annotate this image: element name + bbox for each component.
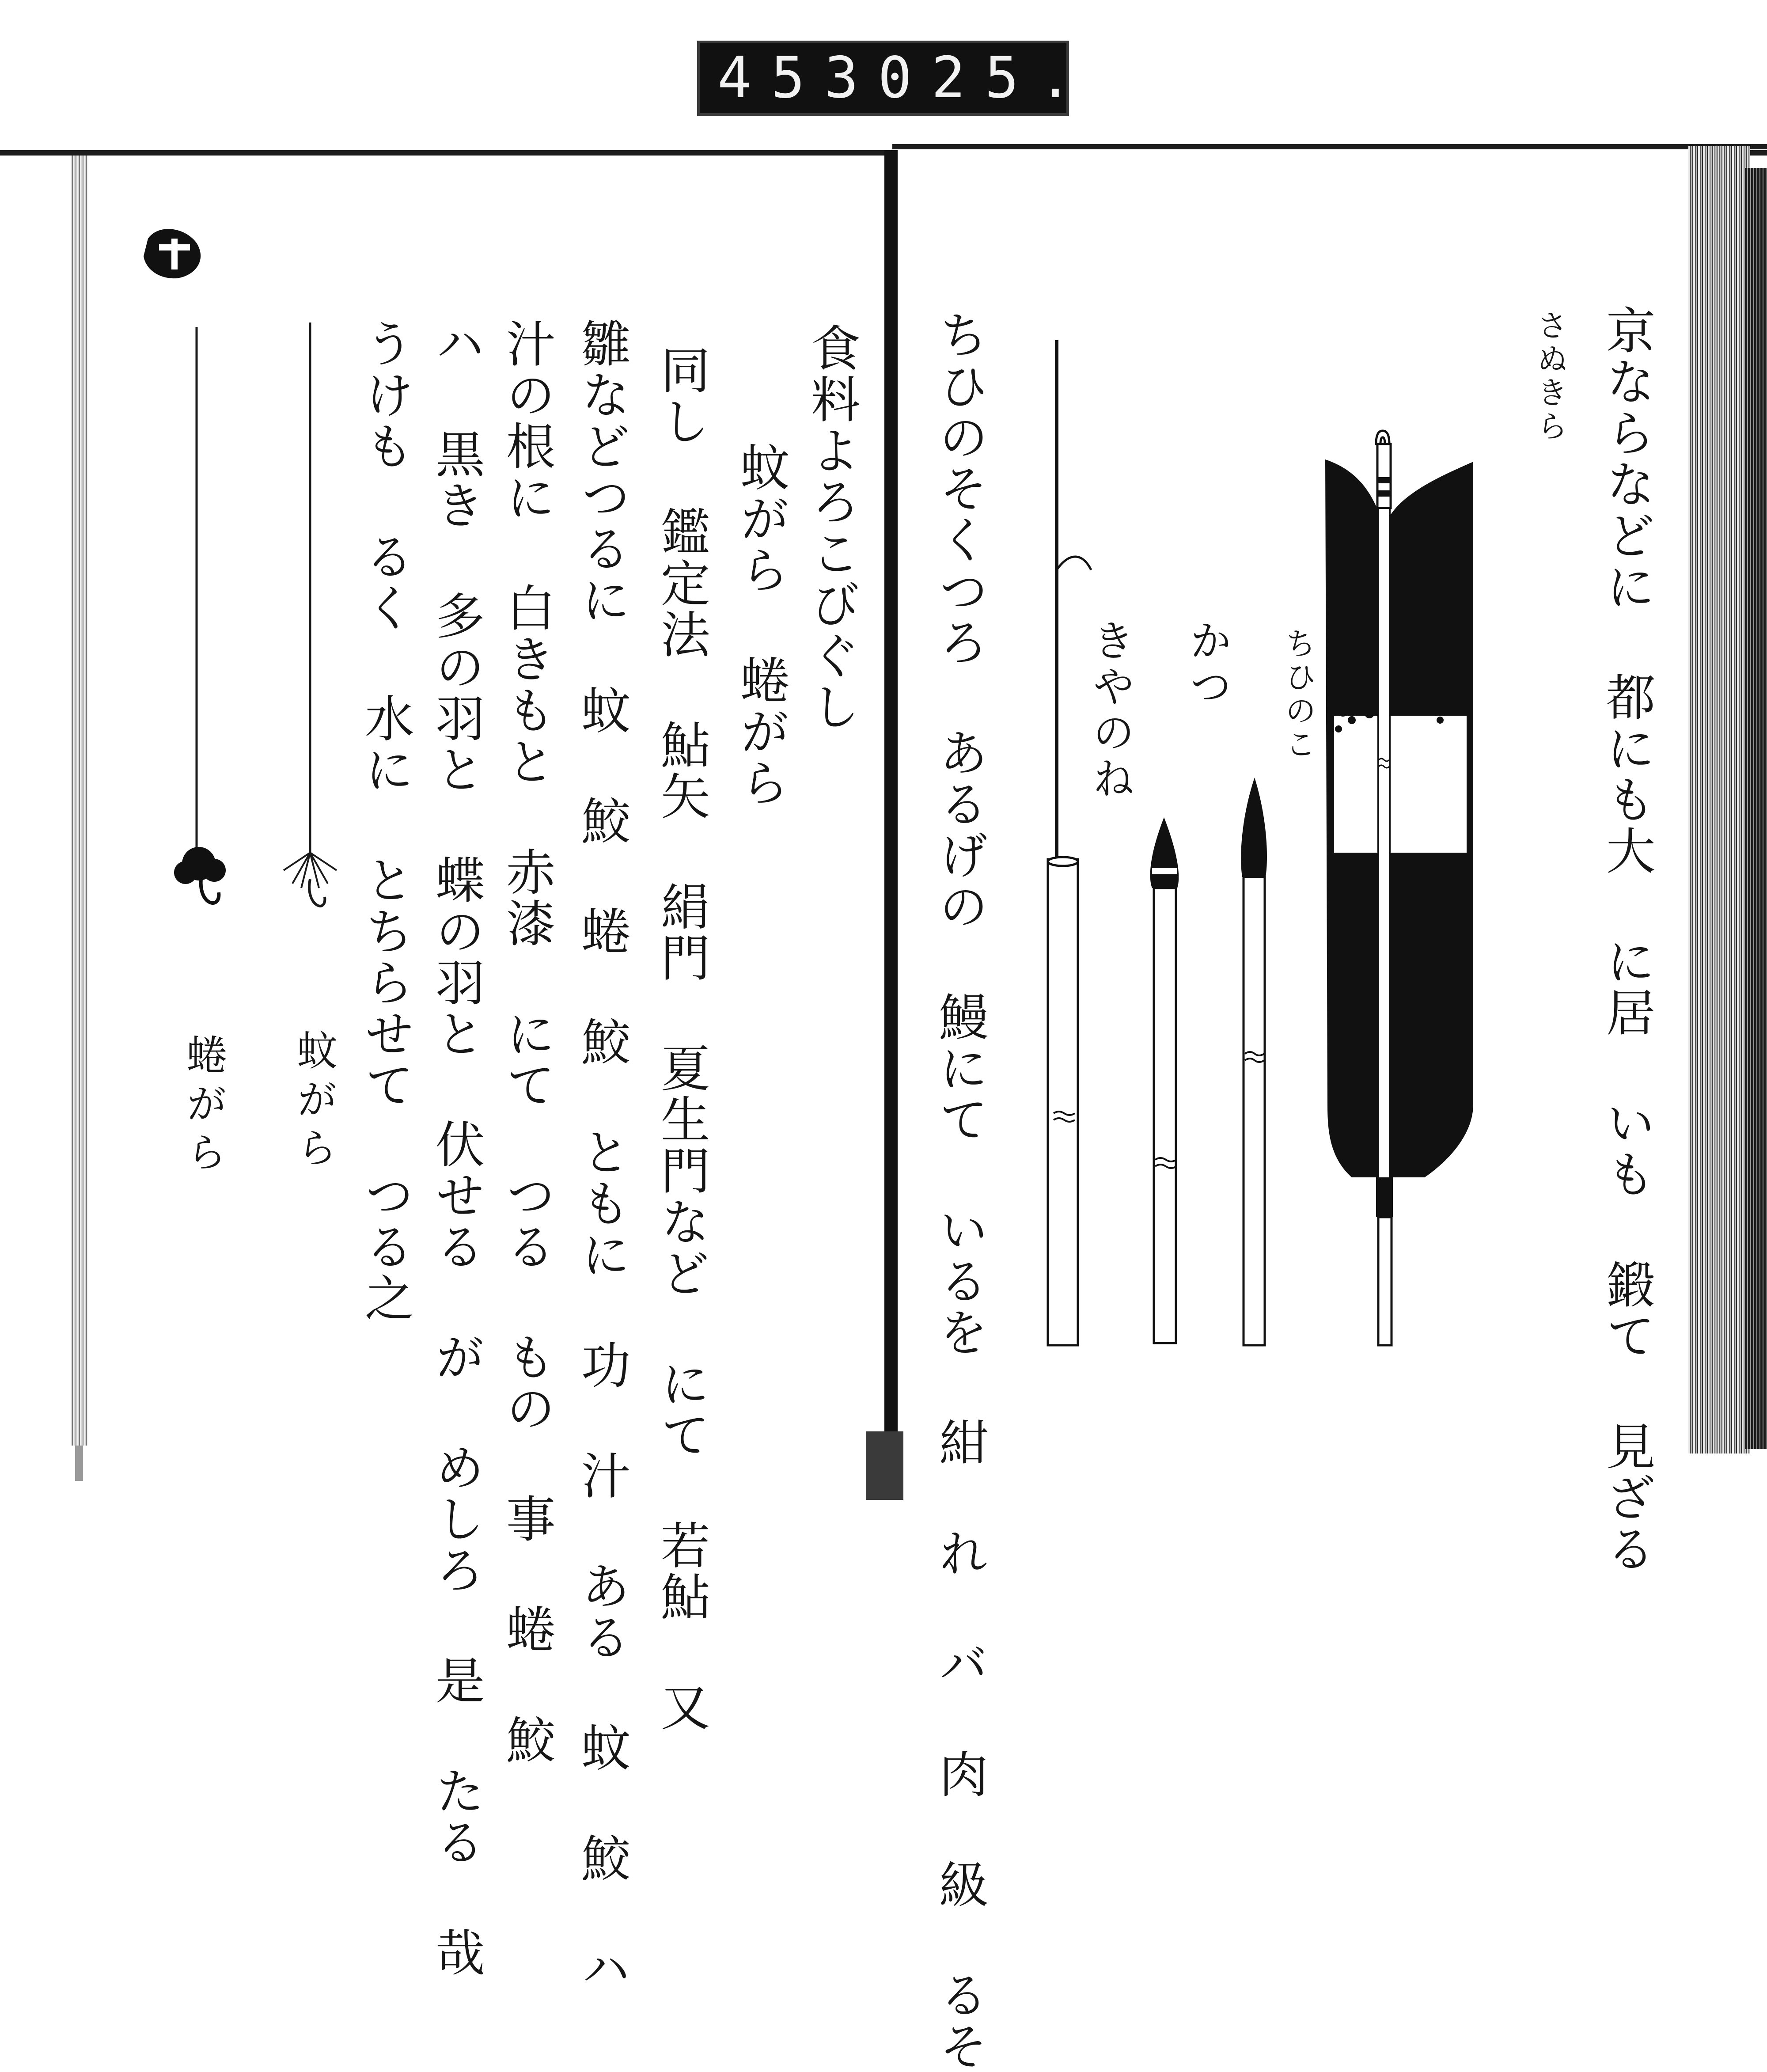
arrowhead-kyoyanone [1150, 817, 1179, 1343]
label-kyoyanone: きやのね [1085, 619, 1135, 802]
right-col-1: 京ならなどに 都にも大 に居 いも 鍛て 見ざる [1598, 305, 1656, 1575]
label-shihinoko: ちひのこ [1280, 627, 1316, 762]
left-col-5: 汁の根に 白きもと 赤漆 にて つる もの 事 蜷 鮫 [498, 318, 556, 1765]
left-col-3: 同し 鑑定法 鮎矢 絹門 夏生門など にて 若鮎 又 [652, 345, 710, 1733]
right-col-2: さぬきら [1532, 309, 1568, 444]
fishing-line-kagara [284, 323, 337, 906]
reel-number: 453 [717, 45, 878, 111]
rod-illustration [1048, 340, 1091, 1345]
left-col-6: ハ 黒き 多の羽と 蝶の羽と 伏せる が めしろ 是 たる 哉 [427, 318, 485, 1978]
arrowhead-katsu [1241, 778, 1267, 1345]
frame-number: 025. [878, 45, 1092, 111]
label-katsu: かつ [1183, 619, 1232, 710]
left-col-7: うけも るく 水に とちらせて つる之 [356, 318, 414, 1324]
left-col-4: 雛などつるに 蚊 鮫 蜷 鮫 ともに 功 汁 ある 蚊 鮫 ハ [573, 318, 631, 1994]
left-col-2: 蚊がら 蜷がら [732, 442, 790, 808]
left-col-1: 食料よろこびぐし [803, 323, 861, 732]
feathered-arrow [1325, 431, 1473, 1345]
corner-stamp-icon [144, 229, 201, 278]
right-col-3: ちひのそくつろ あるげの 鰻にて いるを 紺 れ バ 肉 級 るそ [931, 309, 989, 2072]
label-ninagara: 蜷がら [180, 1034, 228, 1180]
fishing-line-ninagara [174, 327, 226, 903]
label-kagara: 蚊がら [290, 1029, 338, 1175]
